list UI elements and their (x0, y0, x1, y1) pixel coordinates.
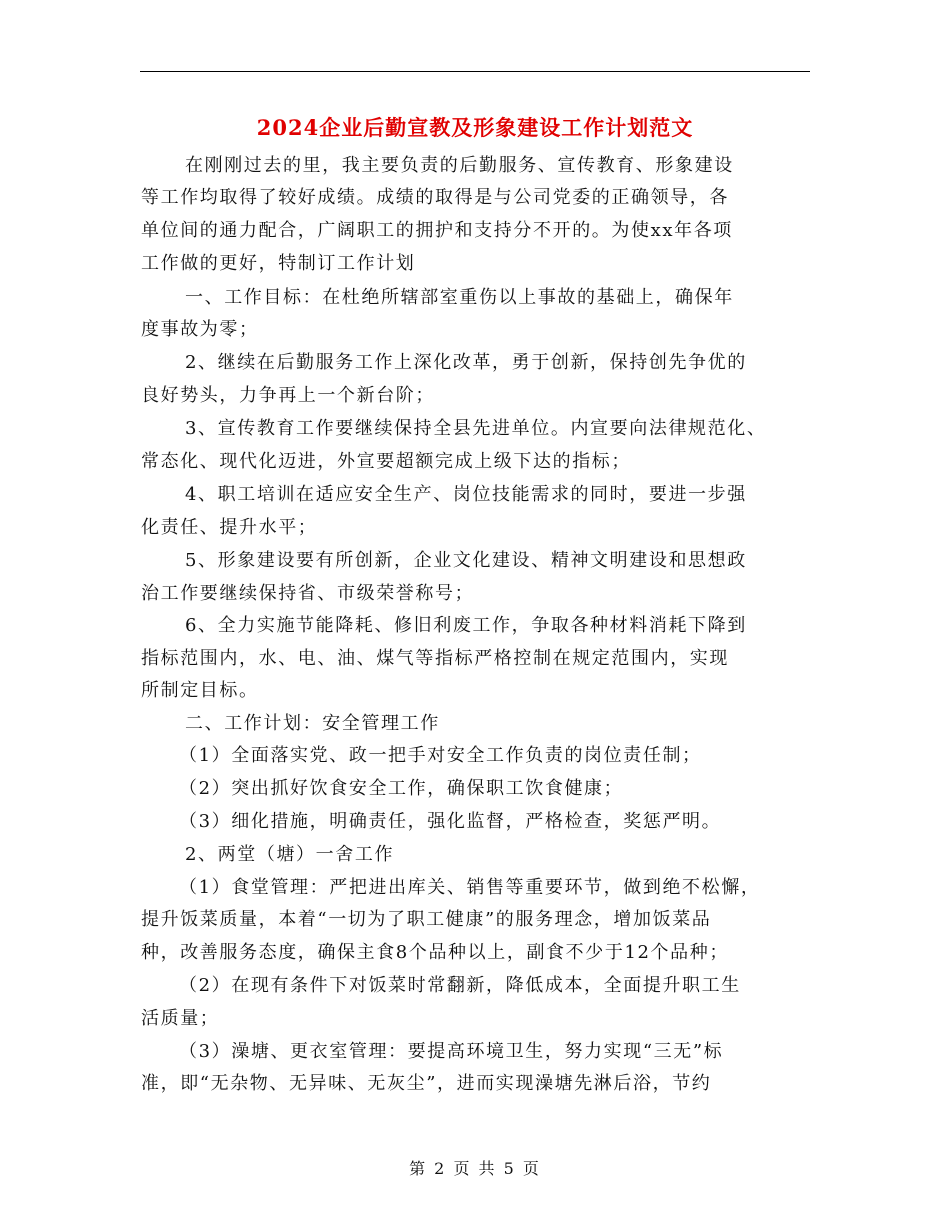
body-line: 度事故为零； (141, 319, 259, 340)
body-line: 6、全力实施节能降耗、修旧利废工作，争取各种材料消耗下降到 (185, 615, 747, 636)
body-line: 提升饭菜质量，本着“一切为了职工健康”的服务理念，增加饭菜品 (141, 909, 712, 930)
body-line: （2）突出抓好饮食安全工作，确保职工饮食健康； (179, 778, 624, 799)
body-line: 化责任、提升水平； (141, 517, 318, 538)
body-line: 所制定目标。 (141, 680, 259, 701)
body-line: （3）细化措施，明确责任，强化监督，严格检查，奖惩严明。 (179, 811, 722, 832)
body-line: 活质量； (141, 1008, 220, 1029)
body-line: 准，即“无杂物、无异味、无灰尘”，进而实现澡塘先淋后浴，节约 (141, 1073, 712, 1094)
body-line: 单位间的通力配合，广阔职工的拥护和支持分不开的。为使xx年各项 (141, 220, 733, 241)
body-line: 常态化、现代化迈进，外宣要超额完成上级下达的指标； (141, 451, 631, 472)
body-line: 良好势头，力争再上一个新台阶； (141, 385, 435, 406)
page-number-footer: 第 2 页 共 5 页 (409, 1159, 541, 1178)
body-line: 二、工作计划：安全管理工作 (185, 713, 440, 734)
body-line: （1）全面落实党、政一把手对安全工作负责的岗位责任制； (179, 745, 702, 766)
body-line: 2、继续在后勤服务工作上深化改革，勇于创新，保持创先争优的 (185, 352, 747, 373)
body-line: （3）澡塘、更衣室管理：要提高环境卫生，努力实现“三无”标 (179, 1041, 724, 1062)
body-line: 在刚刚过去的里，我主要负责的后勤服务、宣传教育、形象建设 (185, 155, 734, 176)
body-line: 2、两堂（塘）一舍工作 (185, 844, 395, 865)
body-line: 工作做的更好，特制订工作计划 (141, 253, 416, 274)
body-line: 治工作要继续保持省、市级荣誉称号； (141, 583, 475, 604)
body-line: （1）食堂管理：严把进出库关、销售等重要环节，做到绝不松懈， (179, 877, 761, 898)
body-line: 5、形象建设要有所创新，企业文化建设、精神文明建设和思想政 (185, 550, 747, 571)
body-line: 等工作均取得了较好成绩。成绩的取得是与公司党委的正确领导，各 (141, 187, 729, 208)
body-line: 4、职工培训在适应安全生产、岗位技能需求的同时，要进一步强 (185, 484, 747, 505)
body-line: 一、工作目标：在杜绝所辖部室重伤以上事故的基础上，确保年 (185, 287, 734, 308)
body-line: 指标范围内，水、电、油、煤气等指标严格控制在规定范围内，实现 (141, 648, 729, 669)
header-rule (140, 71, 810, 72)
document-title: 2024企业后勤宣教及形象建设工作计划范文 (256, 115, 694, 140)
body-line: 3、宣传教育工作要继续保持全县先进单位。内宣要向法律规范化、 (185, 418, 767, 439)
body-line: （2）在现有条件下对饭菜时常翻新，降低成本，全面提升职工生 (179, 975, 741, 996)
body-line: 种，改善服务态度，确保主食8个品种以上，副食不少于12个品种； (141, 942, 729, 963)
